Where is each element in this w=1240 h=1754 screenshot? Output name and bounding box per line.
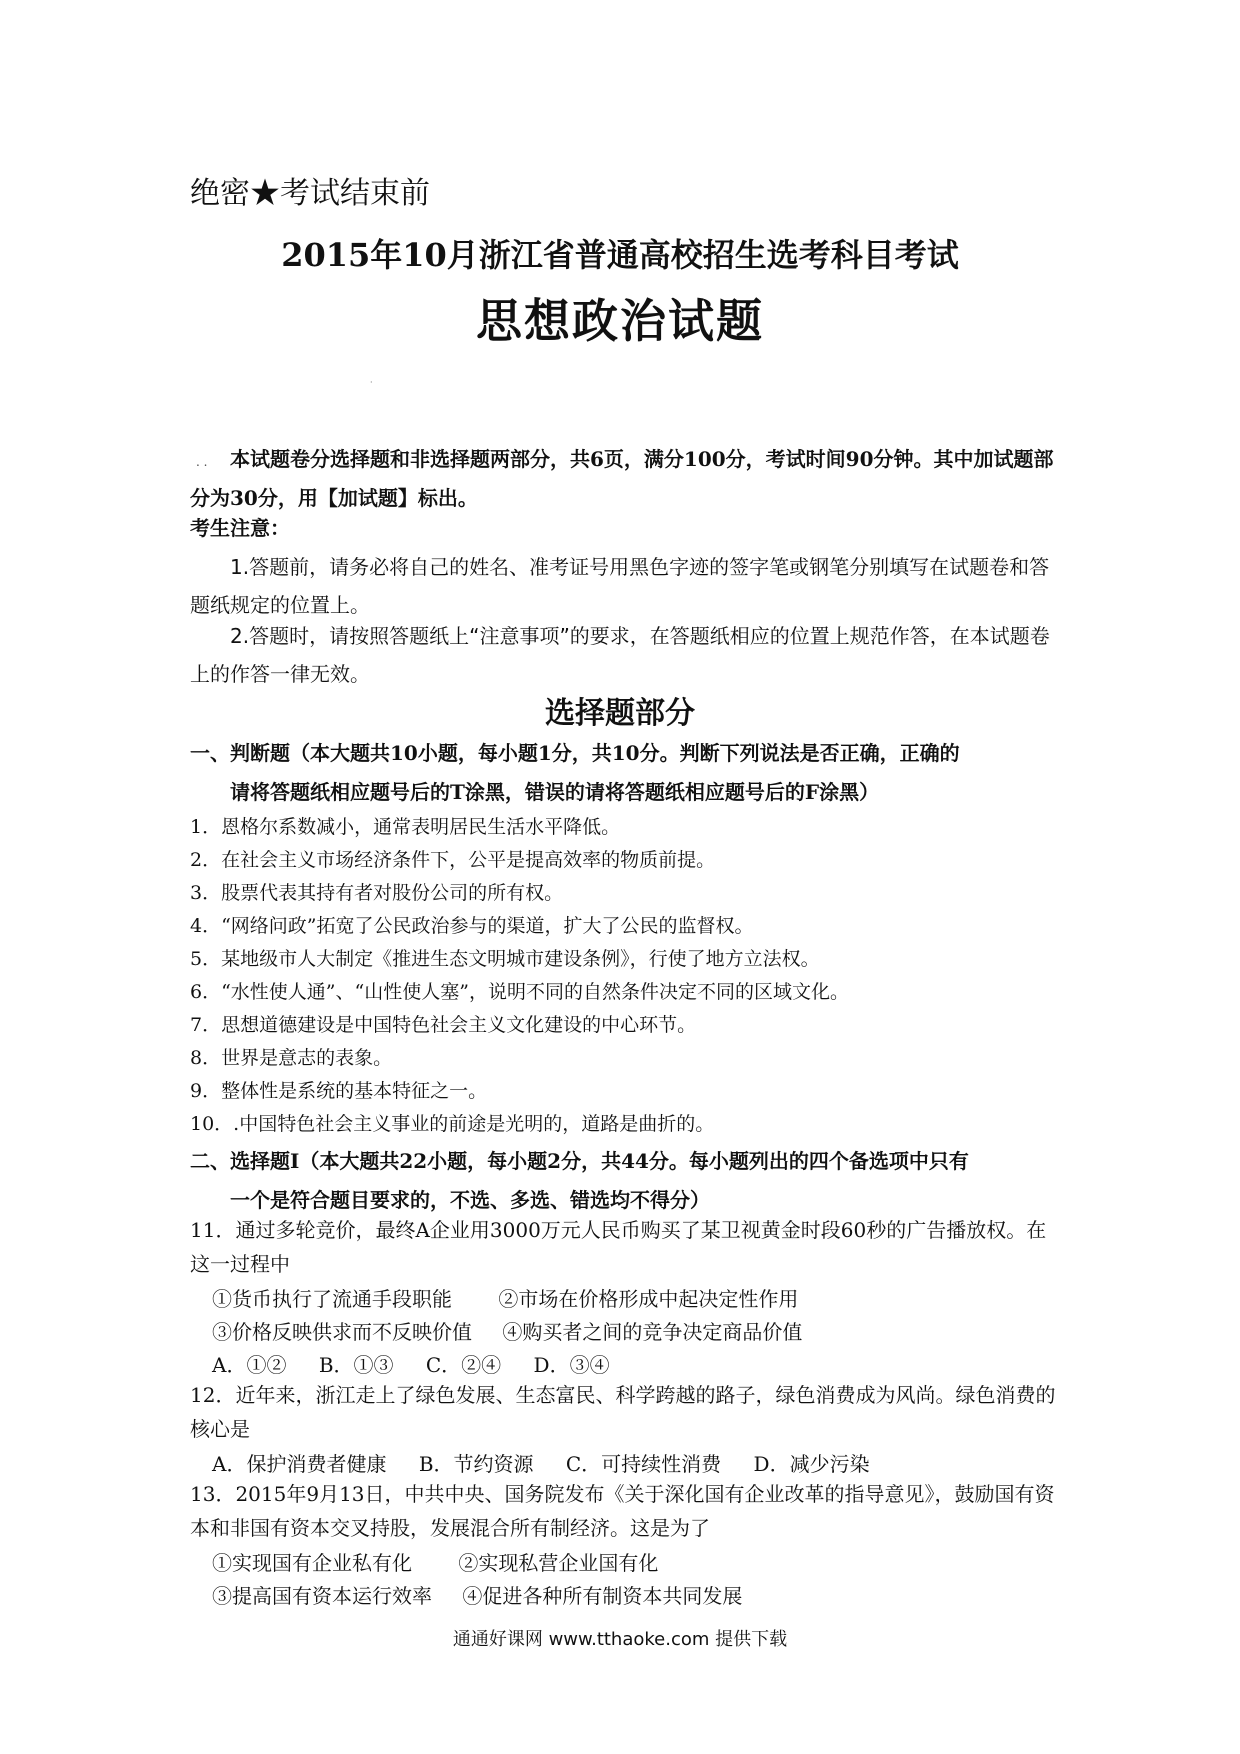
- judgment-item: 10．.中国特色社会主义事业的前途是光明的，道路是曲折的。: [190, 1113, 715, 1135]
- choice-a: A．保护消费者健康: [212, 1452, 387, 1476]
- part1-heading-line1: 一、判断题（本大题共10小题，每小题1分，共10分。判断下列说法是否正确，正确的: [190, 741, 960, 765]
- choice-b: B．节约资源: [418, 1452, 534, 1476]
- notice-heading: 考生注意：: [190, 516, 290, 540]
- choice-d: D．③④: [533, 1353, 610, 1377]
- subject-title: 思想政治试题: [476, 294, 764, 348]
- scan-dots: . .: [196, 455, 208, 469]
- scan-speck: ·: [370, 378, 373, 387]
- section-title: 选择题部分: [545, 696, 695, 731]
- question-12-stem: 12．近年来，浙江走上了绿色发展、生态富民、科学跨越的路子，绿色消费成为风尚。绿色消费的核心是: [190, 1383, 1056, 1441]
- judgment-item: 3．股票代表其持有者对股份公司的所有权。: [190, 882, 564, 904]
- question-11-statements-row1: [212, 1283, 798, 1312]
- question-13-stem: 13．2015年9月13日，中共中央、国务院发布《关于深化国有企业改革的指导意见》，鼓励国有资本和非国有资本交叉持股，发展混合所有制经济。这是为了: [190, 1482, 1055, 1540]
- question-11-stem: 11．通过多轮竞价，最终A企业用3000万元人民币购买了某卫视黄金时段60秒的广告播放权。在这一过程中: [190, 1218, 1047, 1276]
- choice-c: C．②④: [425, 1353, 502, 1377]
- statement-option: ③提高国有资本运行效率: [212, 1584, 432, 1608]
- confidential-mark: 绝密★考试结束前: [190, 176, 430, 211]
- question-11-statements-row2: [212, 1316, 802, 1345]
- choice-b: B．①③: [318, 1353, 394, 1377]
- exam-intro: 本试题卷分选择题和非选择题两部分，共6页，满分100分，考试时间90分钟。其中加试题部分为30分，用【加试题】标出。: [190, 447, 1054, 510]
- exam-title: 2015年10月浙江省普通高校招生选考科目考试: [281, 236, 959, 274]
- question-12-choices: [212, 1448, 870, 1477]
- choice-a: A．①②: [212, 1353, 287, 1377]
- statement-option: ②市场在价格形成中起决定性作用: [498, 1287, 799, 1311]
- statement-option: ①货币执行了流通手段职能: [212, 1287, 452, 1311]
- judgment-item: 6．“水性使人通”、“山性使人塞”，说明不同的自然条件决定不同的区域文化。: [190, 981, 849, 1003]
- part2-heading-line1: 二、选择题Ⅰ（本大题共22小题，每小题2分，共44分。每小题列出的四个备选项中只有: [190, 1149, 969, 1173]
- statement-option: ④购买者之间的竞争决定商品价值: [502, 1320, 803, 1344]
- question-13-statements-row2: [212, 1580, 742, 1609]
- statement-option: ③价格反映供求而不反映价值: [212, 1320, 472, 1344]
- question-13-statements-row1: [212, 1547, 658, 1576]
- judgment-item: 5．某地级市人大制定《推进生态文明城市建设条例》，行使了地方立法权。: [190, 948, 820, 970]
- question-11-choices: [212, 1349, 610, 1378]
- part1-heading-line2: 请将答题纸相应题号后的T涂黑，错误的请将答题纸相应题号后的F涂黑）: [230, 780, 880, 804]
- part2-heading-line2: 一个是符合题目要求的，不选、多选、错选均不得分）: [230, 1188, 710, 1212]
- part2-heading: [190, 1142, 1060, 1220]
- judgment-item: 7．思想道德建设是中国特色社会主义文化建设的中心环节。: [190, 1014, 697, 1036]
- choice-c: C．可持续性消费: [565, 1452, 722, 1476]
- choice-d: D．减少污染: [753, 1452, 870, 1476]
- notice-item: 1.答题前，请务必将自己的姓名、准考证号用黑色字迹的签字笔或钢笔分别填写在试题卷和答题纸规定的位置上。: [190, 555, 1050, 617]
- statement-option: ①实现国有企业私有化: [212, 1551, 412, 1575]
- download-footer: 通通好课网 www.tthaoke.com 提供下载: [452, 1629, 788, 1650]
- statement-option: ②实现私营企业国有化: [458, 1551, 659, 1575]
- judgment-item: 1．恩格尔系数减小，通常表明居民生活水平降低。: [190, 816, 621, 838]
- judgment-item: 2．在社会主义市场经济条件下，公平是提高效率的物质前提。: [190, 849, 716, 871]
- judgment-item: 8．世界是意志的表象。: [190, 1047, 393, 1069]
- notice-item: 2.答题时，请按照答题纸上“注意事项”的要求，在答题纸相应的位置上规范作答，在本试题卷上的作答一律无效。: [190, 624, 1050, 686]
- judgment-item: 4．“网络问政”拓宽了公民政治参与的渠道，扩大了公民的监督权。: [190, 915, 754, 937]
- statement-option: ④促进各种所有制资本共同发展: [462, 1584, 743, 1608]
- judgment-item: 9．整体性是系统的基本特征之一。: [190, 1080, 488, 1102]
- part1-heading: [190, 734, 1060, 812]
